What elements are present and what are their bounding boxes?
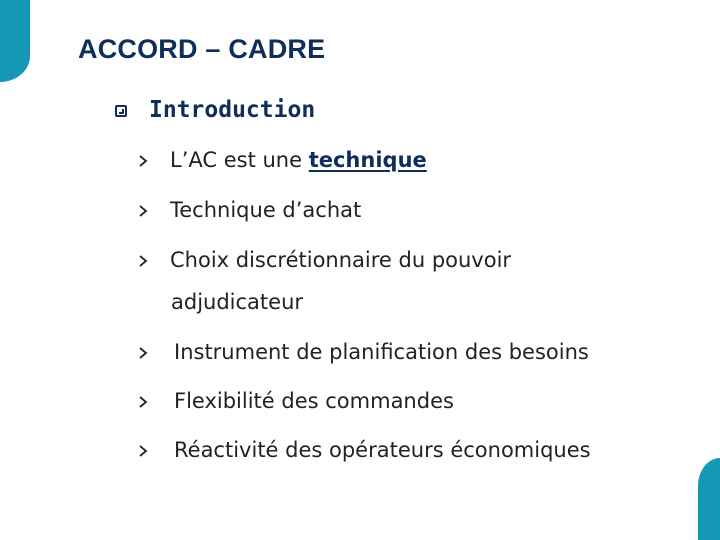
slide-title: ACCORD – CADRE xyxy=(78,34,326,64)
arrow-bullet-icon xyxy=(138,255,148,267)
bullet-text: Réactivité des opérateurs économiques xyxy=(174,438,591,462)
arrow-bullet-icon xyxy=(138,396,148,408)
bullet-text-plain: L’AC est une xyxy=(170,148,309,172)
bullet-text: Instrument de planification des besoins xyxy=(174,340,589,364)
section-title: Introduction xyxy=(149,97,316,123)
checkbox-square-icon xyxy=(115,105,127,117)
bullet-item xyxy=(138,438,591,462)
bullet-text: Flexibilité des commandes xyxy=(174,389,454,413)
bullet-item xyxy=(138,389,454,413)
arrow-bullet-icon xyxy=(138,155,148,167)
arrow-bullet-icon xyxy=(138,347,148,359)
bullet-text-continuation: adjudicateur xyxy=(171,290,304,314)
bullet-text-emphasis: technique xyxy=(308,148,427,172)
bullet-item xyxy=(138,340,589,364)
section-heading xyxy=(115,97,315,123)
corner-decoration-top-left xyxy=(0,0,30,82)
bullet-item xyxy=(138,248,511,272)
bullet-text: Technique d’achat xyxy=(170,198,362,222)
arrow-bullet-icon xyxy=(138,445,148,457)
arrow-bullet-icon xyxy=(138,205,148,217)
bullet-item xyxy=(138,148,427,172)
bullet-item xyxy=(138,198,361,222)
bullet-text xyxy=(170,148,427,172)
corner-decoration-bottom-right xyxy=(698,458,720,540)
bullet-text: Choix discrétionnaire du pouvoir xyxy=(170,248,512,272)
